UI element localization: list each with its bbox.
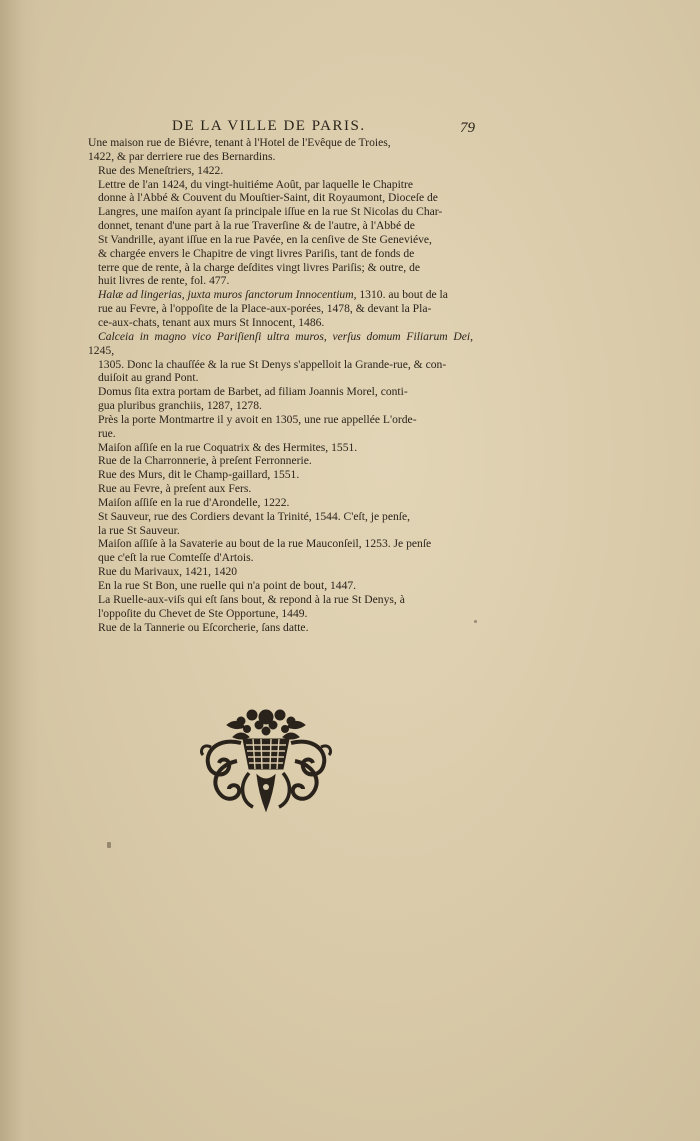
text-line: donne à l'Abbé & Couvent du Mouſtier-Saint, dit Royaumont, Dioceſe de [98,191,438,205]
text-entry [88,496,473,510]
text-line: Domus ſita extra portam de Barbet, ad filiam Joannis Morel, conti- [98,385,408,399]
text-line: gua pluribus granchiis, 1287, 1278. [98,399,262,413]
text-line: Rue de la Tannerie ou Eſcorcherie, ſans datte. [98,620,309,634]
text-line: huit livres de rente, fol. 477. [98,274,230,288]
text-line: La Ruelle-aux-viſs qui eſt ſans bout, & repond à la rue St Denys, à [98,592,405,606]
text-line: l'oppoſite du Chevet de Ste Opportune, 1449. [98,606,308,620]
text-line: rue. [98,426,116,440]
text-line: 1422, & par derriere rue des Bernardins. [88,149,276,163]
text-entry [88,593,473,621]
stray-ink-mark [107,842,111,848]
text-entry [88,441,473,455]
text-entry [88,537,473,565]
text-entry [88,288,473,330]
text-line: ce-aux-chats, tenant aux murs St Innocent, 1486. [98,315,325,329]
text-entry [88,621,473,635]
text-line: St Vandrille, ayant iſſue en la rue Pavée, en la cenſive de Ste Geneviéve, [98,232,432,246]
text-entry [88,164,473,178]
text-entry [88,468,473,482]
text-line: Langres, une maiſon ayant ſa principale iſſue en la rue St Nicolas du Char- [98,205,443,219]
text-line: Rue du Marivaux, 1421, 1420 [98,565,238,579]
text-line: Rue de la Charronnerie, à preſent Ferronnerie. [98,454,312,468]
text-entry [88,413,473,441]
text-line: Rue des Murs, dit le Champ-gaillard, 1551. [98,468,300,482]
text-entry [88,178,473,289]
text-line: donnet, tenant d'une part à la rue Traverſine & de l'autre, à l'Abbé de [98,219,415,233]
text-entry [88,510,473,538]
text-line: la rue St Sauveur. [98,523,180,537]
text-line: & chargée envers le Chapitre de vingt livres Pariſis, tant de fonds de [98,246,415,260]
text-line: terre que de rente, à la charge deſdites vingt livres Pariſis; & outre, de [98,260,421,274]
text-line: Rue des Meneſtriers, 1422. [98,163,224,177]
text-line: 1245, [88,343,115,357]
text-entry [88,482,473,496]
text-line: Une maison rue de Biévre, tenant à l'Hotel de l'Evêque de Troies, [88,136,391,149]
text-line: 1310. au bout de la [356,288,448,302]
text-entry [88,385,473,413]
floral-basket-vignette-icon [197,703,335,815]
text-entry [88,454,473,468]
text-entry [88,579,473,593]
text-line: Près la porte Montmartre il y avoit en 1305, une rue appellée L'orde- [98,412,417,426]
page-gutter-shadow [0,0,40,1141]
text-block [88,136,473,634]
latin-citation: Halæ ad lingerias, juxta muros ſanctorum Innocentium, [98,288,357,302]
text-line: duiſoit au grand Pont. [98,371,199,385]
running-title: DE LA VILLE DE PARIS. [172,118,366,134]
text-line: Maiſon aſſiſe en la rue Coquatrix & des Hermites, 1551. [98,440,358,454]
text-entry [88,136,473,164]
text-line: Maiſon aſſiſe en la rue d'Arondelle, 1222. [98,495,290,509]
page-number: 79 [460,120,475,136]
text-line: Maiſon aſſiſe à la Savaterie au bout de la rue Mauconſeil, 1253. Je penſe [98,537,432,551]
text-line: Lettre de l'an 1424, du vingt-huitiéme Août, par laquelle le Chapitre [98,177,414,191]
text-line: En la rue St Bon, une ruelle qui n'a point de bout, 1447. [98,579,357,592]
stray-ink-dot [474,620,477,623]
text-line: Rue au Fevre, à preſent aux Fers. [98,482,252,496]
text-line: St Sauveur, rue des Cordiers devant la Trinité, 1544. C'eſt, je penſe, [98,509,411,523]
text-line: 1305. Donc la chauſſée & la rue St Denys s'appelloit la Grande-rue, & con- [98,357,447,371]
text-entry [88,330,473,385]
text-line: rue au Fevre, à l'oppoſite de la Place-aux-porées, 1478, & devant la Pla- [98,302,432,316]
latin-citation: Calceia in magno vico Pariſienſi ultra muros, verſus domum Filiarum Dei, [98,329,473,343]
text-line: que c'eſt la rue Comteſſe d'Artois. [98,551,254,565]
text-entry [88,565,473,579]
